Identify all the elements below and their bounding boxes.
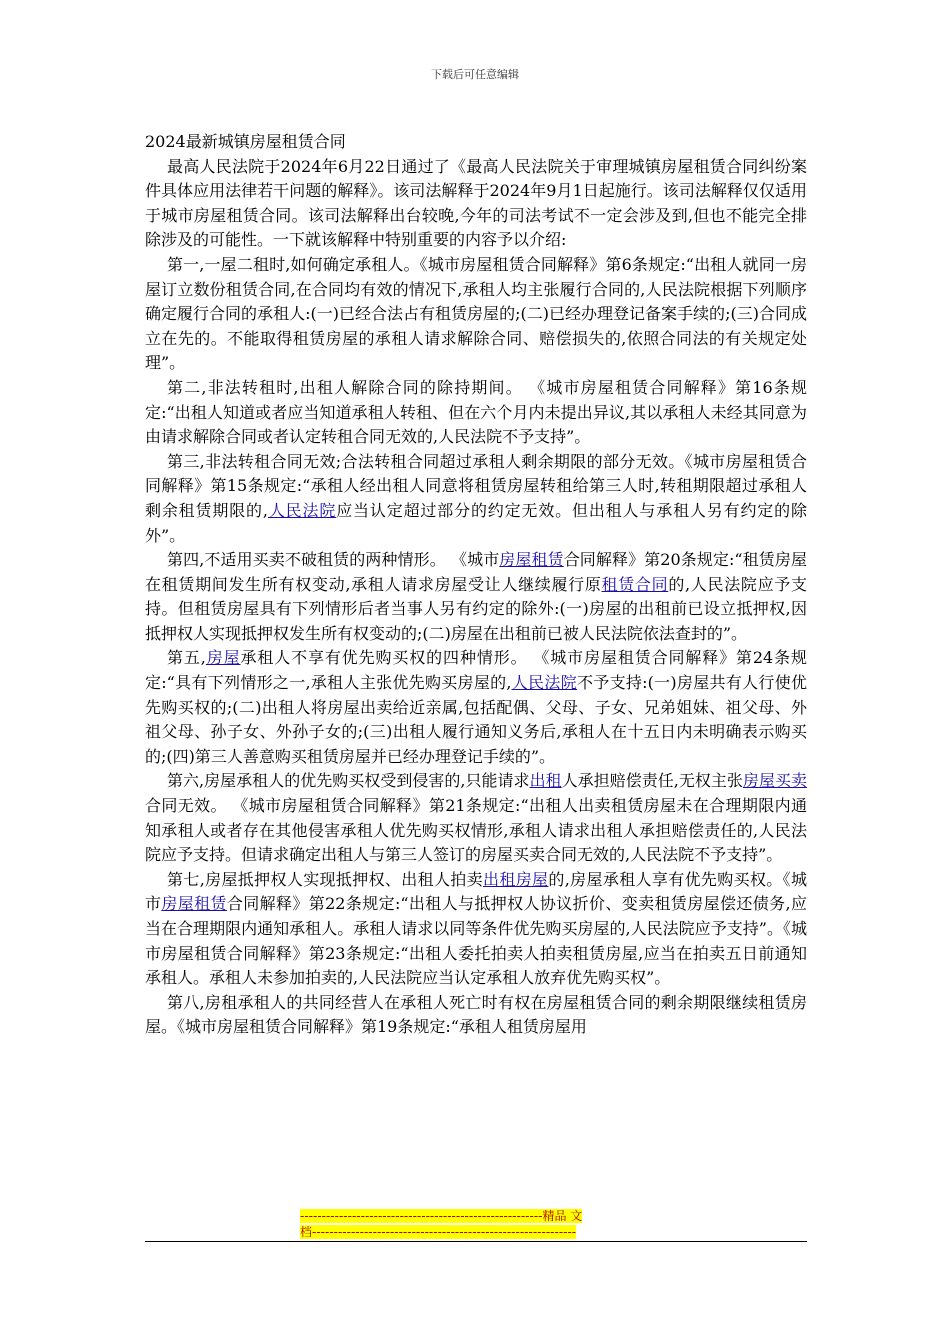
footer-line-1: --------------------------------------------------------精品 文: [300, 1209, 583, 1223]
paragraph-1: [145, 155, 807, 253]
inline-link[interactable]: 房屋租赁: [161, 894, 227, 914]
paragraph-4: [145, 450, 807, 548]
inline-link[interactable]: 人民法院: [268, 500, 337, 520]
paragraph-5: [145, 548, 807, 646]
inline-link[interactable]: 房屋: [205, 648, 241, 668]
paragraph-text: 合同解释》第22条规定:“出租人与抵押权人协议折价、变卖租赁房屋偿还债务,应当在合理期限内通知承租人。承租人请求以同等条件优先购买房屋的,人民法院应予支持”。《城市房屋租赁合同解释》第23条规定:“出租人委托拍卖人拍卖租赁房屋,应当在拍卖五日前通知承租人。承租人未参加拍卖的,人民法院应当认定承租人放弃优先购买权”。: [145, 894, 807, 988]
paragraph-text: 第六,房屋承租人的优先购买权受到侵害的,只能请求: [167, 771, 530, 791]
paragraph-6: [145, 646, 807, 769]
document-title: 2024最新城镇房屋租赁合同: [145, 132, 346, 151]
paragraph-text: 的,人民法院应予支持。但租赁房屋具有下列情形后者当事人另有约定的除外:(一)房屋的出租前已设立抵押权,因抵押权人实现抵押权发生所有权变动的;(二)房屋在出租前已被人民法院依法查封的”。: [145, 574, 807, 643]
paragraph-7: [145, 769, 807, 867]
paragraph-text: 第三,非法转租合同无效;合法转租合同超过承租人剩余期限的部分无效。《城市房屋租赁合同解释》第15条规定:“承租人经出租人同意将租赁房屋转租给第三人时,转租期限超过承租人剩余租赁期限的,: [145, 451, 807, 520]
footer-line-2: 档-------------------------------------------------------------: [300, 1225, 577, 1239]
inline-link[interactable]: 出租: [529, 771, 562, 791]
inline-link[interactable]: 人民法院: [511, 673, 577, 693]
inline-link[interactable]: 出租房屋: [483, 869, 549, 889]
paragraph-3: [145, 376, 807, 450]
paragraph-list: [145, 155, 807, 1040]
paragraph-text: 合同解释》第20条规定:“租赁房屋在租赁期间发生所有权变动,承租人请求房屋受让人继续履行原: [145, 550, 807, 594]
inline-link[interactable]: 房屋租赁: [499, 550, 564, 570]
paragraph-text: 第七,房屋抵押权人实现抵押权、出租人拍卖: [167, 869, 483, 889]
paragraph-text: 人承担赔偿责任,无权主张: [561, 771, 743, 791]
paragraph-text: 的,房屋承租人享有优先购买权。《城市: [145, 869, 807, 914]
paragraph-text: 最高人民法院于2024年6月22日通过了《最高人民法院关于审理城镇房屋租赁合同纠纷案件具体应用法律若干问题的解释》。该司法解释于2024年9月1日起施行。该司法解释仅仅适用于城市房屋租赁合同。该司法解释出台较晚,今年的司法考试不一定会涉及到,但也不能完全排除涉及的可能性。一下就该解释中特别重要的内容予以介绍:: [145, 156, 807, 250]
page-footer: [300, 1208, 650, 1240]
paragraph-text: 第四,不适用买卖不破租赁的两种情形。 《城市: [167, 550, 500, 570]
paragraph-text: 第二,非法转租时,出租人解除合同的除持期间。 《城市房屋租赁合同解释》第16条规定:“出租人知道或者应当知道承租人转租、但在六个月内未提出异议,其以承租人未经其同意为由请求解除合同或者认定转租合同无效的,人民法院不予支持”。: [145, 377, 807, 447]
paragraph-text: 第八,房租承租人的共同经营人在承租人死亡时有权在房屋租赁合同的剩余期限继续租赁房屋。《城市房屋租赁合同解释》第19条规定:“承租人租赁房屋用: [145, 992, 807, 1037]
paragraph-9: [145, 991, 807, 1040]
page-header: 下载后可任意编辑: [431, 68, 519, 81]
paragraph-text: 第五,: [167, 648, 206, 668]
paragraph-text: 合同无效。 《城市房屋租赁合同解释》第21条规定:“出租人出卖租赁房屋未在合理期限内通知承租人或者存在其他侵害承租人优先购买权情形,承租人请求出租人承担赔偿责任的,人民法院应予支持。但请求确定出租人与第三人签订的房屋买卖合同无效的,人民法院不予支持”。: [145, 796, 807, 865]
paragraph-text: 不予支持:(一)房屋共有人行使优先购买权的;(二)出租人将房屋出卖给近亲属,包括配偶、父母、子女、兄弟姐妹、祖父母、外祖父母、孙子女、外孙子女的;(三)出租人履行通知义务后,承租人在十五日内未明确表示购买的;(四)第三人善意购买租赁房屋并已经办理登记手续的”。: [145, 673, 807, 766]
footer-rule: [145, 1241, 807, 1242]
paragraph-8: [145, 868, 807, 991]
inline-link[interactable]: 租赁合同: [601, 574, 669, 594]
document-body: [145, 130, 807, 1040]
paragraph-text: 第一,一屋二租时,如何确定承租人。《城市房屋租赁合同解释》第6条规定:“出租人就同一房屋订立数份租赁合同,在合同均有效的情况下,承租人均主张履行合同的,人民法院根据下列顺序确定履行合同的承租人:(一)已经合法占有租赁房屋的;(二)已经办理登记备案手续的;(三)合同成立在先的。不能取得租赁房屋的承租人请求解除合同、赔偿损失的,依照合同法的有关规定处理”。: [145, 254, 807, 373]
paragraph-text: 承租人不享有优先购买权的四种情形。 《城市房屋租赁合同解释》第24条规定:“具有下列情形之一,承租人主张优先购买房屋的,: [145, 648, 807, 693]
inline-link[interactable]: 房屋买卖: [742, 771, 807, 791]
paragraph-2: [145, 253, 807, 376]
paragraph-text: 应当认定超过部分的约定无效。但出租人与承租人另有约定的除外”。: [145, 500, 807, 545]
